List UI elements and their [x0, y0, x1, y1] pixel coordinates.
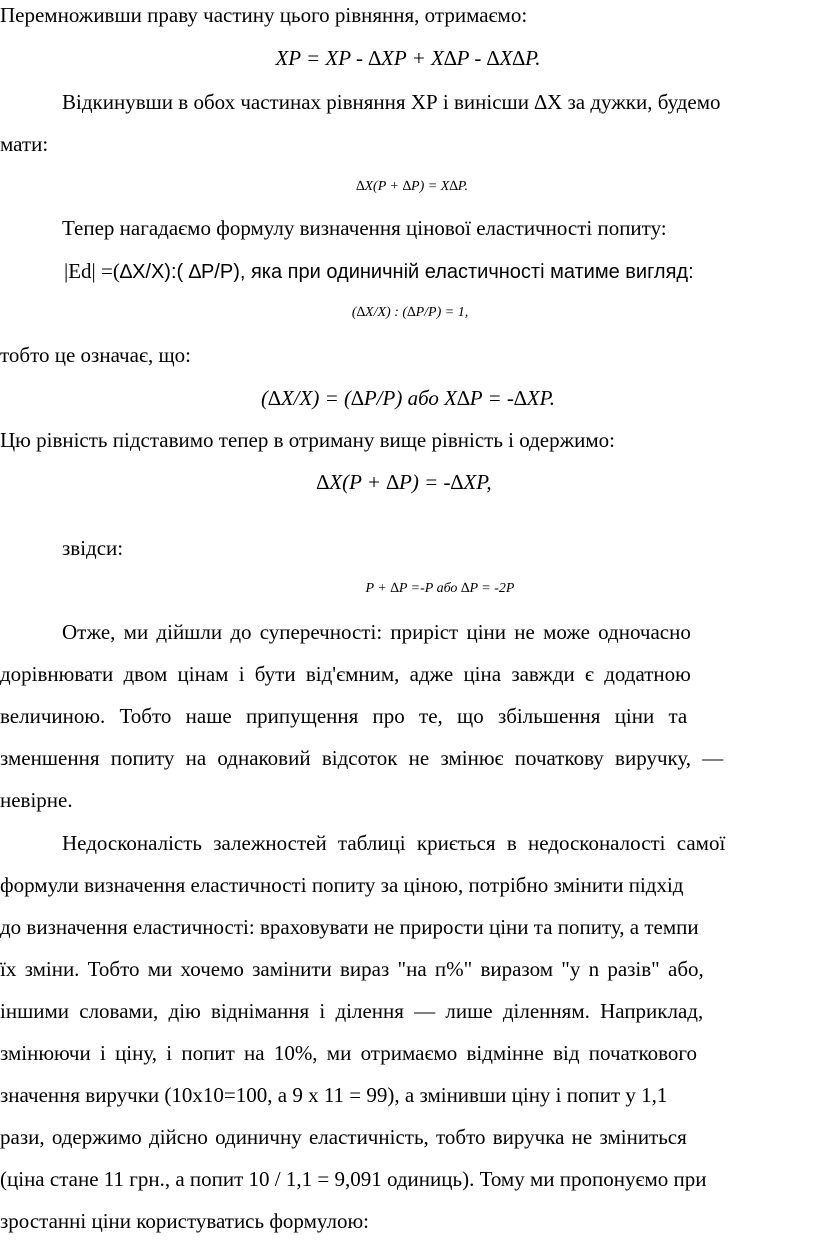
paragraph-line: рази, одержимо дійсно одиничну еластичність, тобто виручка не зміниться — [0, 1125, 687, 1149]
equation: ∆X(P + ∆P) = -∆XP, — [316, 470, 492, 494]
equation: (∆X/X) : (∆P/P) = 1, — [351, 305, 469, 320]
equation: ∆X(P + ∆P) = X∆P. — [355, 179, 469, 194]
equation: XP = XP - ∆XP + X∆P - ∆X∆P. — [275, 46, 541, 70]
paragraph-line: формули визначення еластичності попиту за ціною, потрібно змінити підхід — [0, 873, 684, 897]
equation: (∆X/X) = (∆P/P) або X∆P = -∆XP. — [261, 386, 555, 410]
text-line: Тепер нагадаємо формулу визначення цінової еластичності попиту: — [62, 216, 667, 240]
elasticity-formula-line — [64, 258, 694, 285]
text-line: мати: — [0, 132, 49, 156]
text-line: Цю рівність підставимо тепер в отриману вище рівність і одержимо: — [0, 428, 615, 452]
text-line: Перемноживши праву частину цього рівняння, отримаємо: — [0, 3, 528, 27]
text-line: тобто це означає, що: — [0, 343, 191, 367]
formula-text: ∆X/X):( ∆P/P), яка при одиничній еластичності матиме вигляд: — [119, 261, 694, 283]
paragraph-line: їх зміни. Тобто ми хочемо замінити вираз "на п%" виразом "у n разів" або, — [0, 957, 704, 981]
text-line: Відкинувши в обох частинах рівняння ХР і винісши ∆X за дужки, будемо — [62, 90, 721, 114]
paragraph-line: значення виручки (10х10=100, а 9 х 11 = 99), а змінивши ціну і попит у 1,1 — [0, 1083, 668, 1107]
formula-prefix: |Ed| =( — [64, 259, 120, 283]
paragraph-line: величиною. Тобто наше припущення про те, що збільшення ціни та — [0, 704, 688, 728]
paragraph-line: зростанні ціни користуватись формулою: — [0, 1209, 369, 1233]
equation: P + ∆P =-P або ∆P = -2P — [365, 581, 515, 596]
line-text: Отже, ми дійшли до суперечності: приріст ціни не може одночасно — [62, 620, 691, 644]
paragraph-line: іншими словами, дію віднімання і ділення — лише діленням. Наприклад, — [0, 999, 704, 1023]
paragraph-line: Недосконалість залежностей таблиці криється в недосконалості самої — [62, 831, 726, 855]
text-line: звідси: — [62, 536, 124, 560]
paragraph-line: до визначення еластичності: враховувати не прирости ціни та попиту, а темпи — [0, 915, 699, 939]
paragraph-line: дорівнювати двом цінам і бути від'ємним, адже ціна завжди є додатною — [0, 662, 691, 686]
paragraph-line: зменшення попиту на однаковий відсоток не змінює початкову виручку, — — [0, 746, 724, 770]
paragraph-line: (ціна стане 11 грн., а попит 10 / 1,1 = 9,091 одиниць). Тому ми пропонуємо при — [0, 1167, 707, 1191]
paragraph-line — [62, 619, 816, 645]
paragraph-line: невірне. — [0, 788, 73, 812]
paragraph-line: змінюючи і ціну, і попит на 10%, ми отримаємо відмінне від початкового — [0, 1041, 697, 1065]
